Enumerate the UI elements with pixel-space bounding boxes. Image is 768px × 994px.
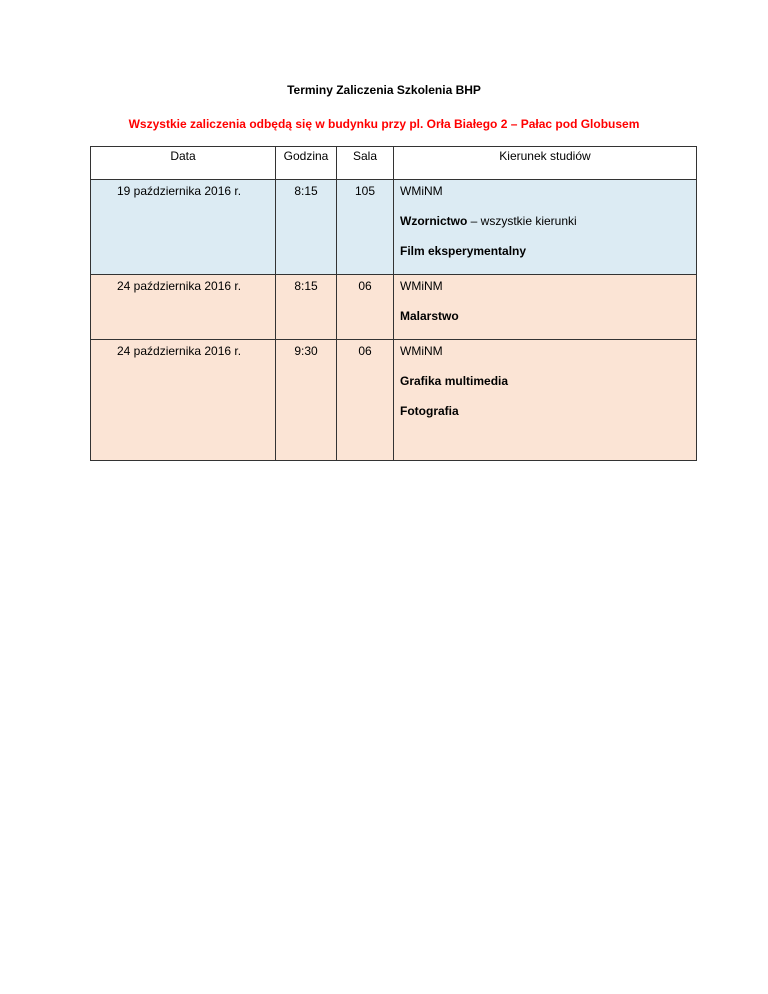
field-name: Film eksperymentalny [400,244,527,258]
schedule-table [90,146,697,461]
time-cell: 8:15 [276,180,337,275]
location-notice: Wszystkie zaliczenia odbędą się w budynku przy pl. Orła Białego 2 – Pałac pod Globusem [128,117,640,131]
field-line [400,214,696,244]
header-time: Godzina [276,147,337,180]
field-note: – wszystkie kierunki [467,214,577,228]
faculty-label: WMiNM [400,344,443,358]
date-cell: 24 października 2016 r. [91,275,276,340]
header-date: Data [91,147,276,180]
field-cell [394,275,697,340]
time-cell: 8:15 [276,275,337,340]
page-title: Terminy Zaliczenia Szkolenia BHP [287,83,481,97]
room-cell: 105 [337,180,394,275]
header-room: Sala [337,147,394,180]
room-cell: 06 [337,340,394,461]
room-cell: 06 [337,275,394,340]
field-cell [394,340,697,461]
field-name: Fotografia [400,404,459,418]
faculty-label: WMiNM [400,184,443,198]
date-cell: 24 października 2016 r. [91,340,276,461]
field-cell [394,180,697,275]
field-name: Malarstwo [400,309,459,323]
table-row [91,340,697,461]
table-row [91,275,697,340]
field-name: Grafika multimedia [400,374,509,388]
date-cell: 19 października 2016 r. [91,180,276,275]
header-field: Kierunek studiów [394,147,697,180]
faculty-label: WMiNM [400,279,443,293]
table-header-row [91,147,697,180]
time-cell: 9:30 [276,340,337,461]
table-row [91,180,697,275]
field-name: Wzornictwo [400,214,468,228]
